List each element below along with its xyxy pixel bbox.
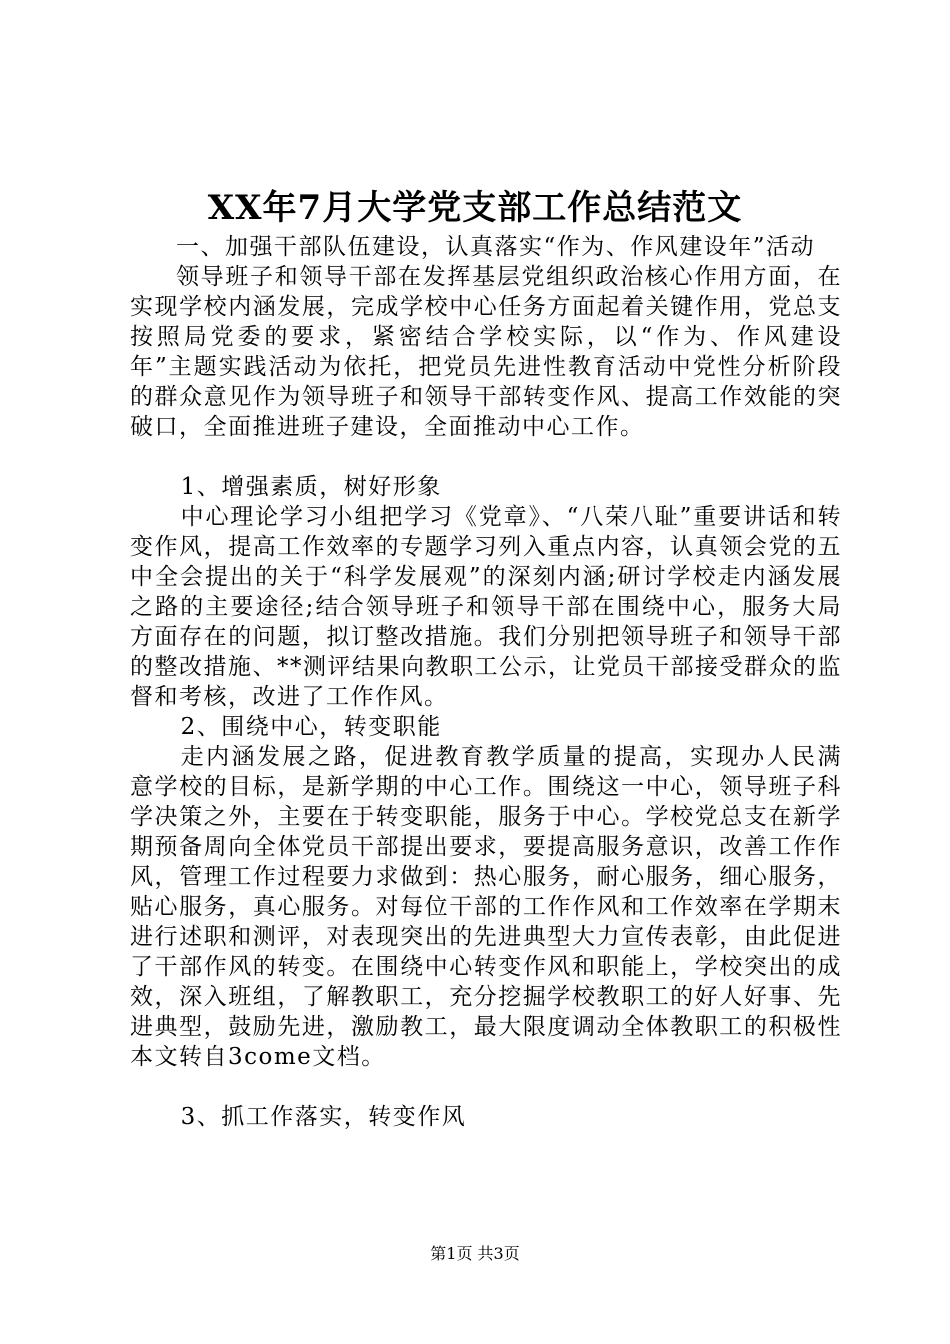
section-heading-1: 一、加强干部队伍建设，认真落实“作为、作风建设年”活动 [176, 234, 816, 260]
subsection-heading-1: 1、增强素质，树好形象 [180, 474, 442, 500]
body-paragraph-2: 中心理论学习小组把学习《党章》、“八荣八耻”重要讲话和转变作风，提高工作效率的专题学习列入重点内容，认真领会党的五中全会提出的关于“科学发展观”的深刻内涵;研讨学校走内涵发展之路的主要途径;结合领导班子和领导干部在围绕中心，服务大局方面存在的问题，拟订整改措施。我们分别把领导班子和领导干部的整改措施、**测评结果向教职工公示，让党员干部接受群众的监督和考核，改进了工作作风。 [130, 504, 842, 710]
document-body [130, 232, 842, 1132]
subsection-heading-3: 3、抓工作落实，转变作风 [180, 1104, 467, 1130]
body-paragraph-1: 领导班子和领导干部在发挥基层党组织政治核心作用方面，在实现学校内涵发展，完成学校中心任务方面起着关键作用，党总支按照局党委的要求，紧密结合学校实际，以“作为、作风建设年”主题实践活动为依托，把党员先进性教育活动中党性分析阶段的群众意见作为领导班子和领导干部转变作风、提高工作效能的突破口，全面推进班子建设，全面推动中心工作。 [130, 264, 842, 440]
body-paragraph-3: 走内涵发展之路，促进教育教学质量的提高，实现办人民满意学校的目标，是新学期的中心工作。围绕这一中心，领导班子科学决策之外，主要在于转变职能，服务于中心。学校党总支在新学期预备周向全体党员干部提出要求，要提高服务意识，改善工作作风，管理工作过程要力求做到：热心服务，耐心服务，细心服务，贴心服务，真心服务。对每位干部的工作作风和工作效率在学期末进行述职和测评，对表现突出的先进典型大力宣传表彰，由此促进了干部作风的转变。在围绕中心转变作风和职能上，学校突出的成效，深入班组，了解教职工，充分挖掘学校教职工的好人好事、先进典型，鼓励先进，激励教工，最大限度调动全体教职工的积极性本文转自3come文档。 [130, 744, 842, 1070]
page-footer: 第1页 共3页 [430, 1244, 520, 1263]
document-title: XX年7月大学党支部工作总结范文 [207, 188, 743, 228]
subsection-heading-2: 2、围绕中心，转变职能 [180, 714, 442, 740]
